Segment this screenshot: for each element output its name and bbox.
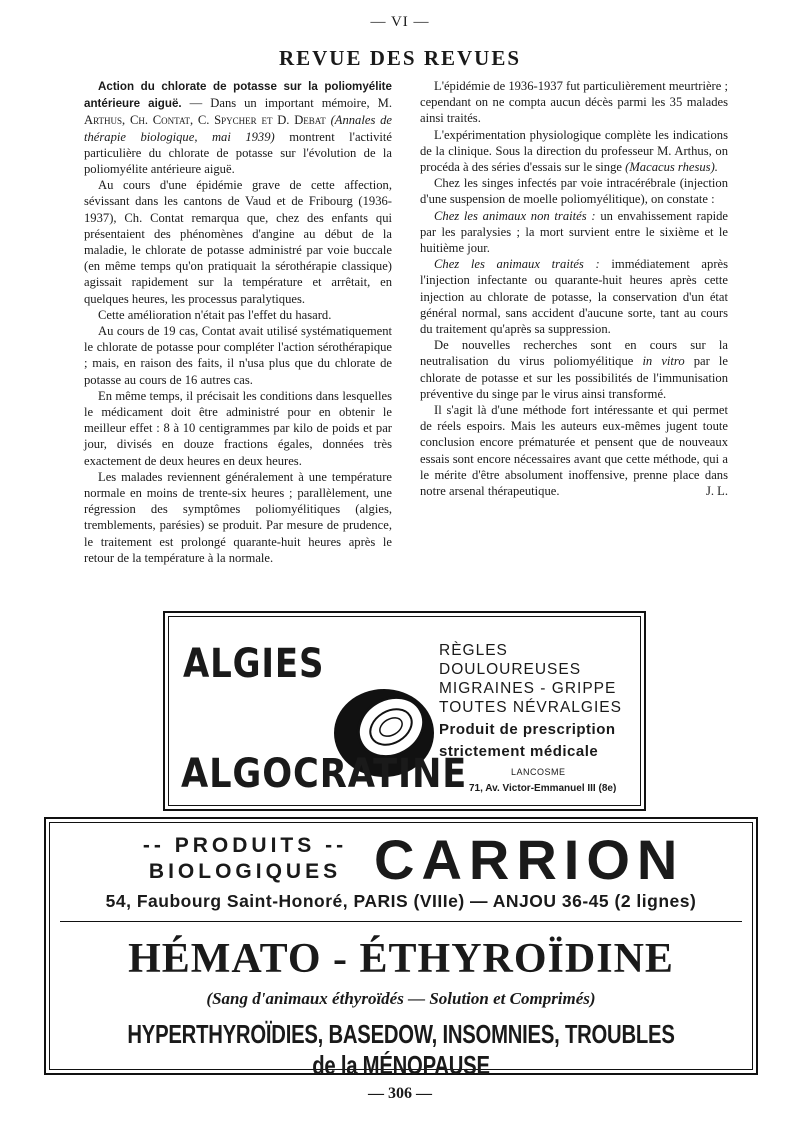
article-title: Action du chlorate de potasse sur la poliomyélite antérieure aiguë.	[84, 80, 392, 111]
algies-logo-text: ALGIES	[183, 641, 325, 687]
article-paragraph	[420, 127, 728, 176]
article-paragraph	[420, 402, 728, 499]
carrion-brand: CARRION	[374, 828, 685, 891]
page-number-roman: — VI —	[370, 14, 430, 30]
prescription-line: Produit de prescription	[439, 721, 616, 738]
produits-line: BIOLOGIQUES	[148, 860, 342, 883]
untreated-label: Chez les animaux non traités :	[434, 208, 596, 223]
article-columns	[84, 78, 728, 598]
species-name: (Macacus rhesus).	[625, 160, 718, 175]
page-number: — 306 —	[368, 1085, 432, 1102]
article-paragraph: En même temps, il précisait les conditions dans lesquelles le médicament doit être administré pour en obtenir le meilleur effet : 8 à 10 centigrammes par kilo de poids et par jour, divisés en douze fractions égales, données très exactement de deux heures en deux heures.	[84, 388, 392, 468]
carrion-advertisement	[44, 817, 758, 1080]
manufacturer-name: LANCOSME	[511, 767, 566, 777]
article-paragraph: Cette amélioration n'était pas l'effet du hasard.	[98, 307, 332, 322]
algocratine-logo-text: ALGOCRATINE	[181, 751, 468, 797]
article-text: immédiatement après l'injection infectante ou quarante-huit heures après cette injection au chlorate de potasse, la conservation d'un état général normal, sans accident d'aucune sorte, tant au cours du traitement qu'après sa suppression.	[420, 257, 729, 337]
algocratine-indications	[439, 641, 639, 761]
article-column-left	[84, 78, 392, 598]
article-paragraph: L'épidémie de 1936-1937 fut particulièrement meurtrière ; cependant on ne compta aucun décès parmi les 35 malades ainsi traités.	[420, 79, 728, 126]
article-text: Il s'agit là d'une méthode fort intéressante et qui permet de réels espoirs. Mais les auteurs eux-mêmes jugent toute conclusion encore prématurée et pensent que de nouveaux essais sont encore nécessaires avant que cette méthode, qui a le mérite d'être absolument inoffensive, prenne place dans notre arsenal thérapeutique.	[420, 403, 728, 499]
produits-line: -- PRODUITS --	[142, 834, 348, 857]
product-name: HÉMATO - ÉTHYROÏDINE	[128, 936, 674, 982]
divider	[60, 921, 742, 922]
article-paragraph	[420, 337, 728, 402]
algocratine-advertisement	[163, 611, 646, 811]
article-source: (Annales de thérapie biologique, mai 1939)	[84, 113, 392, 144]
article-paragraph	[420, 256, 728, 337]
article-paragraph: Au cours de 19 cas, Contat avait utilisé systématiquement le chlorate de potasse pour compléter l'action sérothérapique ; mais, en raison des faits, il n'usa plus que du chlorate de potasse au cours de 16 autres cas.	[84, 324, 392, 387]
article-authors: M. Arthus, Ch. Contat, C. Spycher et D. Debat	[84, 96, 392, 128]
section-title: REVUE DES REVUES	[278, 46, 522, 70]
article-signature: J. L.	[705, 484, 728, 499]
article-text: un envahissement rapide par les paralysies ; la mort survient entre le sixième et le huitième jour.	[420, 208, 729, 256]
in-vitro-term: in vitro	[642, 354, 685, 369]
product-composition: (Sang d'animaux éthyroïdés — Solution et Comprimés)	[206, 989, 596, 1008]
article-text: par le chlorate de potasse et sur les possibilités de l'immunisation préventive du singe par le virus ainsi transformé.	[420, 354, 728, 401]
indication-line: RÈGLES DOULOUREUSES	[439, 642, 582, 678]
article-authors-lead: — Dans un important mémoire,	[189, 96, 370, 111]
article-paragraph	[420, 208, 728, 257]
indication-line: MIGRAINES - GRIPPE	[439, 680, 617, 697]
carrion-address: 54, Faubourg Saint-Honoré, PARIS (VIIIe) — ANJOU 36-45 (2 lignes)	[105, 891, 697, 911]
article-text: montrent l'activité particulière du chlorate de potasse sur l'évolution de la poliomyélite antérieure aiguë.	[84, 129, 393, 177]
article-column-right	[420, 78, 728, 598]
produits-biologiques	[130, 833, 360, 885]
article-paragraph: Au cours d'une épidémie grave de cette affection, sévissant dans les cantons de Vaud et de Fribourg (1936-1937), Ch. Contat remarqua que, chez des enfants qui présentaient des phénomènes d'angine au début de la maladie, le chlorate de potasse administré par voie buccale (en même temps qu'on pratiquait la sérothérapie classique) agissait rapidement sur la température et arrêtait, en quelques heures, les processus paralytiques.	[84, 178, 392, 306]
article-text: L'expérimentation physiologique complète les indications de la clinique. Sous la direction du professeur M. Arthus, on procéda à des séries d'essais sur le singe	[420, 127, 728, 175]
indication-line: TOUTES NÉVRALGIES	[439, 699, 622, 716]
article-text: De nouvelles recherches sont en cours sur la neutralisation du virus poliomyélitique	[420, 338, 728, 369]
treated-label: Chez les animaux traités :	[434, 257, 600, 272]
prescription-line: strictement médicale	[439, 743, 599, 760]
product-indications: HYPERTHYROÏDIES, BASEDOW, INSOMNIES, TROUBLES de la MÉNOPAUSE	[127, 1019, 675, 1080]
article-paragraph	[84, 78, 392, 177]
article-paragraph: Les malades reviennent généralement à une température normale en moins de trente-six heures ; parallèlement, une régression des symptômes poliomyélitiques (algies, tremblements, parésies) se produit. Par mesure de prudence, le traitement est prolongé quarante-huit heures après le retour de la température à la normale.	[84, 469, 392, 565]
manufacturer-address: 71, Av. Victor-Emmanuel III (8e)	[469, 783, 617, 794]
article-paragraph: Chez les singes infectés par voie intracérébrale (injection d'une suspension de moelle poliomyélitique), on constate :	[420, 176, 728, 207]
